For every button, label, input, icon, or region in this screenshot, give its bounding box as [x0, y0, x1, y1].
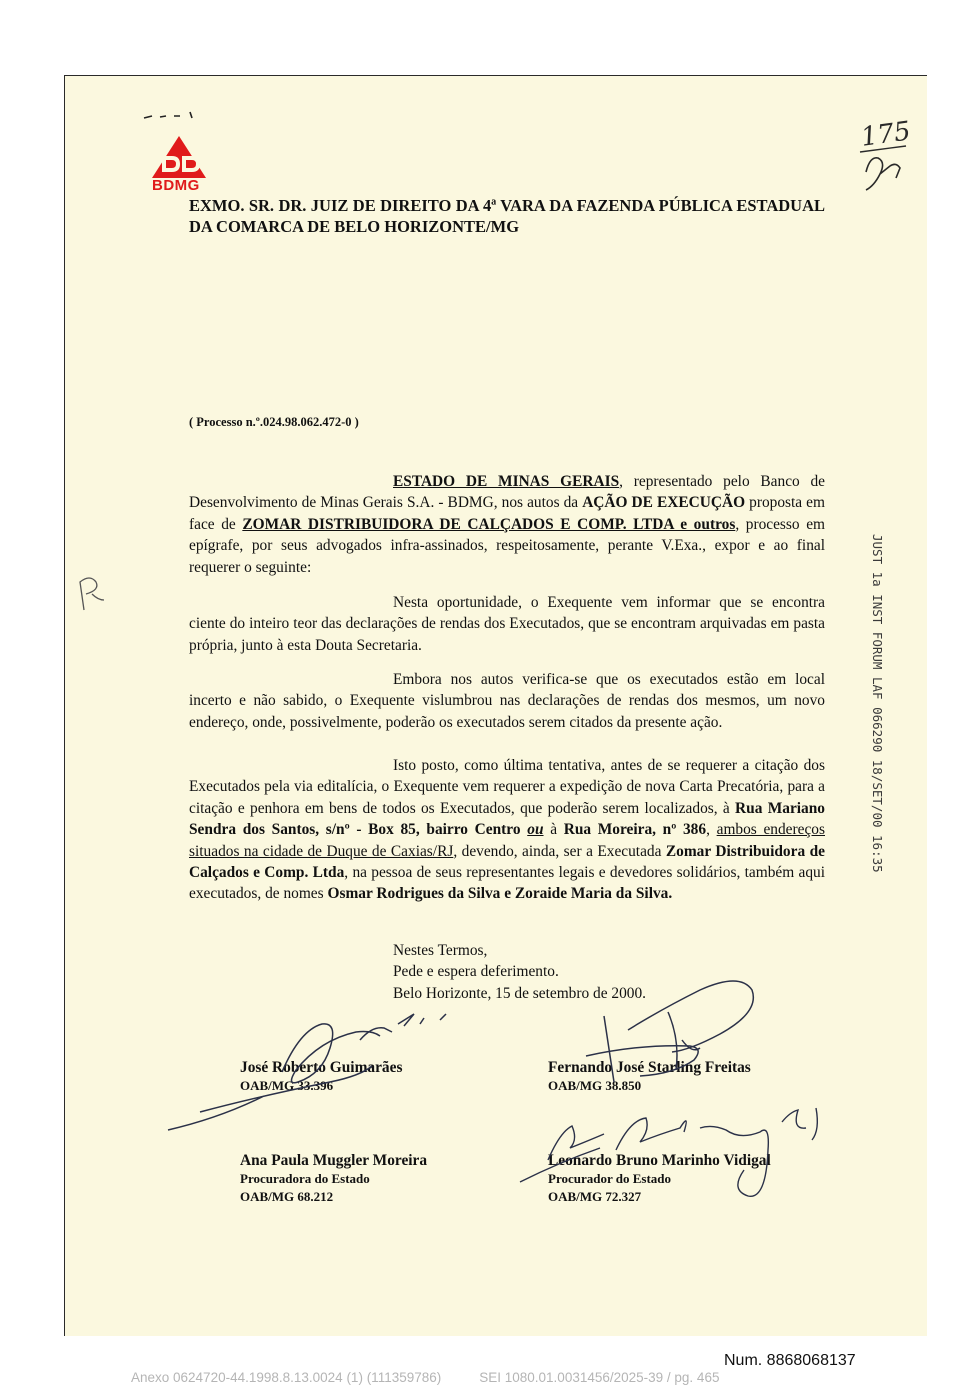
action-type: AÇÃO DE EXECUÇÃO — [582, 494, 746, 512]
process-number: ( Processo n.º.024.98.062.472-0 ) — [189, 415, 359, 429]
folio-number-mark — [856, 112, 916, 202]
para4-text-1: Isto posto, como última tentativa, antes de se requerer a citação dos Executados pela via editalícia, o Exequente vem requerer a expedição de nova Carta Precatória, para a citação e penhora em bens de todos os Executados, que poderão serem localizados, à — [189, 757, 825, 817]
annex-reference: Anexo 0624720-44.1998.8.13.0024 (1) (111359786) — [131, 1370, 442, 1385]
closing-line-1: Nestes Termos, — [393, 942, 488, 959]
signatory-name: Fernando José Starling Freitas — [548, 1059, 751, 1076]
defendant-name: ZOMAR DISTRIBUIDORA DE CALÇADOS E COMP. LTDA e outros — [242, 515, 736, 533]
or-word: ou — [527, 821, 544, 839]
signatory-oab: OAB/MG 38.850 — [548, 1078, 642, 1093]
signatory-oab: OAB/MG 72.327 — [548, 1189, 642, 1204]
paragraph-2 — [189, 592, 825, 656]
closing-date: Belo Horizonte, 15 de setembro de 2000. — [393, 984, 647, 1002]
scan-mark — [140, 108, 200, 124]
logo-text: BDMG — [152, 177, 200, 194]
signatory-2 — [548, 1059, 751, 1095]
footer-references — [131, 1370, 719, 1385]
para4-text-4: , devendo, ainda, ser a Executada — [453, 842, 666, 860]
para1-text-1: , representado pelo Banco de Desenvolvimento de Minas Gerais S.A. - BDMG, nos autos da — [189, 473, 826, 512]
addressee-header: EXMO. SR. DR. JUIZ DE DIREITO DA 4ª VARA DA FAZENDA PÚBLICA ESTADUAL DA COMARCA DE BELO HORIZONTE/MG — [189, 196, 825, 236]
para3-text: Embora nos autos verifica-se que os executados estão em local incerto e não sabido, o Exequente vislumbrou nas declarações de rendas dos mesmos, um novo endereço, onde, possivelmente, poderão os executados serem citados da presente ação. — [189, 671, 825, 731]
signatory-4 — [548, 1152, 771, 1206]
party-name: ESTADO DE MINAS GERAIS — [393, 473, 620, 490]
paragraph-3 — [189, 669, 825, 733]
address-1: Rua Mariano Sendra dos Santos, s/nº - Box 85, bairro Centro — [189, 799, 825, 839]
signatory-name: José Roberto Guimarães — [240, 1059, 403, 1076]
signatory-1 — [240, 1059, 402, 1095]
sei-reference: SEI 1080.01.0031456/2025-39 / pg. 465 — [479, 1370, 720, 1385]
signatory-name: Ana Paula Muggler Moreira — [240, 1152, 428, 1169]
signatory-3 — [240, 1152, 427, 1206]
filing-stamp — [871, 534, 885, 874]
signatory-name: Leonardo Bruno Marinho Vidigal — [548, 1152, 771, 1169]
signatory-role: Procuradora do Estado — [240, 1171, 370, 1186]
company-name: Zomar Distribuidora de Calçados e Comp. Ltda — [189, 842, 825, 882]
folio-number: 175 — [859, 116, 913, 153]
city-note: ambos endereços situados na cidade de Duque de Caxias/RJ — [189, 821, 825, 860]
para4-text-3: , — [706, 821, 717, 839]
para4-text-2: à — [543, 821, 564, 839]
para1-text-3: , processo em epígrafe, por seus advogados infra-assinados, respeitosamente, perante V.Exa., expor e ao final requerer o seguinte: — [189, 515, 825, 576]
signatory-oab: OAB/MG 68.212 — [240, 1189, 334, 1204]
closing-line-2: Pede e espera deferimento. — [393, 963, 559, 981]
closing-block — [393, 940, 646, 1004]
paragraph-1 — [189, 471, 825, 578]
paragraph-4 — [189, 755, 825, 905]
para4-text-5: , na pessoa de seus representantes legais e devedores solidários, também aqui executados, de nomes — [189, 864, 825, 903]
margin-initial-mark — [70, 570, 118, 618]
para1-text-2: proposta em face de — [189, 494, 825, 533]
stamp-text: JUST 1a INST FORUM LAF 066290 18/SET/00 16:35 — [870, 534, 885, 873]
document-number: Num. 8868068137 — [724, 1352, 856, 1369]
signatory-role: Procurador do Estado — [548, 1171, 672, 1186]
address-2: Rua Moreira, nº 386 — [563, 821, 707, 839]
para2-text: Nesta oportunidade, o Exequente vem informar que se encontra ciente do inteiro teor das declarações de rendas dos Executados, que se encontram arquivadas em pasta própria, junto à esta Douta Secretaria. — [189, 594, 825, 654]
signatory-oab: OAB/MG 33.396 — [240, 1078, 334, 1093]
executed-names: Osmar Rodrigues da Silva e Zoraide Maria da Silva. — [327, 885, 673, 903]
